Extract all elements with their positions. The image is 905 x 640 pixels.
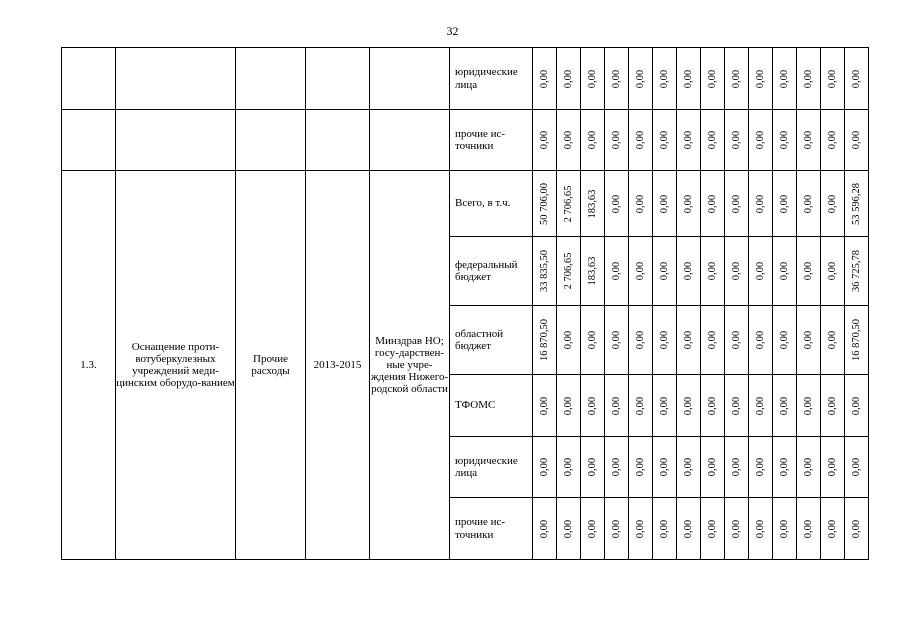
value-text: 16 870,50	[538, 319, 550, 361]
value-text: 183,63	[586, 256, 598, 286]
value-cell	[605, 48, 629, 110]
value-cell	[533, 48, 557, 110]
value-cell	[845, 110, 869, 171]
value-cell	[557, 237, 581, 306]
value-text: 0,00	[778, 130, 790, 150]
source-cell: прочие ис-точники	[450, 498, 533, 560]
value-cell	[701, 171, 725, 237]
value-cell	[605, 375, 629, 437]
value-text: 0,00	[658, 194, 670, 213]
value-cell	[557, 110, 581, 171]
value-cell	[797, 498, 821, 560]
value-cell	[653, 306, 677, 375]
value-text: 50 706,00	[538, 182, 550, 225]
value-cell	[845, 498, 869, 560]
value-text: 0,00	[562, 396, 574, 415]
value-cell	[557, 498, 581, 560]
value-cell	[749, 437, 773, 498]
value-cell	[605, 498, 629, 560]
value-cell	[845, 237, 869, 306]
value-text: 0,00	[706, 130, 718, 150]
item-period: 2013-2015	[306, 171, 370, 560]
item-number: 1.3.	[62, 171, 116, 560]
value-text: 36 725,78	[850, 250, 862, 292]
value-cell	[677, 237, 701, 306]
value-text: 0,00	[778, 396, 790, 415]
value-cell	[725, 48, 749, 110]
value-text: 0,00	[778, 457, 790, 477]
value-text: 0,00	[802, 261, 814, 281]
value-text: 0,00	[730, 194, 742, 213]
value-text: 0,00	[538, 396, 550, 415]
source-cell: Всего, в т.ч.	[450, 171, 533, 237]
value-text: 0,00	[850, 396, 862, 415]
value-text: 0,00	[634, 194, 646, 213]
value-text: 183,63	[586, 189, 598, 218]
value-text: 0,00	[610, 194, 622, 213]
value-text: 0,00	[730, 396, 742, 415]
value-text: 0,00	[562, 457, 574, 477]
value-text: 0,00	[634, 519, 646, 538]
empty-cell	[236, 48, 306, 110]
value-cell	[557, 437, 581, 498]
value-text: 0,00	[658, 457, 670, 477]
value-text: 0,00	[682, 194, 694, 213]
value-cell	[533, 110, 557, 171]
value-cell	[797, 237, 821, 306]
empty-cell	[62, 48, 116, 110]
value-cell	[677, 375, 701, 437]
value-text: 0,00	[706, 396, 718, 415]
value-text: 0,00	[682, 396, 694, 415]
value-cell	[533, 237, 557, 306]
value-text: 0,00	[850, 519, 862, 538]
value-cell	[773, 171, 797, 237]
source-cell: юридические лица	[450, 437, 533, 498]
value-text: 16 870,50	[850, 319, 862, 361]
value-text: 0,00	[826, 69, 838, 88]
value-cell	[797, 110, 821, 171]
value-cell	[749, 48, 773, 110]
value-cell	[653, 375, 677, 437]
table-row	[62, 171, 869, 237]
value-text: 0,00	[610, 261, 622, 281]
value-cell	[821, 48, 845, 110]
page-number: 32	[446, 24, 459, 38]
value-cell	[677, 437, 701, 498]
value-cell	[821, 237, 845, 306]
value-text: 0,00	[754, 261, 766, 281]
value-text: 0,00	[730, 261, 742, 281]
value-text: 2 706,65	[562, 185, 574, 222]
value-text: 0,00	[586, 519, 598, 538]
value-cell	[797, 375, 821, 437]
value-text: 0,00	[802, 130, 814, 150]
value-cell	[581, 48, 605, 110]
value-text: 0,00	[802, 69, 814, 88]
value-text: 0,00	[754, 330, 766, 350]
value-cell	[749, 498, 773, 560]
value-text: 0,00	[826, 130, 838, 150]
value-cell	[845, 171, 869, 237]
table-row	[62, 48, 869, 110]
value-cell	[821, 110, 845, 171]
value-cell	[821, 306, 845, 375]
value-cell	[749, 375, 773, 437]
item-expense-type: Прочие расходы	[236, 171, 306, 560]
value-text: 0,00	[778, 69, 790, 88]
value-cell	[653, 437, 677, 498]
value-text: 0,00	[634, 457, 646, 477]
value-cell	[845, 375, 869, 437]
value-cell	[797, 306, 821, 375]
value-text: 0,00	[778, 519, 790, 538]
empty-cell	[370, 48, 450, 110]
value-text: 0,00	[538, 130, 550, 150]
value-text: 0,00	[706, 519, 718, 538]
value-text: 0,00	[706, 261, 718, 281]
value-text: 0,00	[682, 519, 694, 538]
value-text: 0,00	[610, 330, 622, 350]
value-text: 0,00	[802, 519, 814, 538]
value-text: 0,00	[754, 194, 766, 213]
value-text: 0,00	[754, 69, 766, 88]
value-text: 0,00	[826, 519, 838, 538]
value-cell	[701, 48, 725, 110]
value-cell	[821, 498, 845, 560]
value-cell	[653, 498, 677, 560]
value-text: 0,00	[586, 457, 598, 477]
value-text: 0,00	[586, 130, 598, 150]
value-cell	[677, 306, 701, 375]
funding-table	[61, 47, 869, 560]
value-cell	[557, 375, 581, 437]
item-name: Оснащение проти-вотуберкулезных учреждений меди-цинским оборудо-ванием	[116, 171, 236, 560]
value-cell	[821, 171, 845, 237]
value-text: 0,00	[730, 130, 742, 150]
value-cell	[821, 375, 845, 437]
value-cell	[773, 498, 797, 560]
value-text: 0,00	[610, 457, 622, 477]
value-cell	[845, 48, 869, 110]
value-text: 0,00	[562, 69, 574, 88]
empty-cell	[370, 110, 450, 171]
value-cell	[845, 306, 869, 375]
value-text: 2 706,65	[562, 252, 574, 290]
value-text: 0,00	[778, 261, 790, 281]
value-cell	[749, 237, 773, 306]
value-text: 0,00	[634, 330, 646, 350]
value-text: 0,00	[826, 396, 838, 415]
value-cell	[533, 171, 557, 237]
value-cell	[725, 498, 749, 560]
value-cell	[629, 306, 653, 375]
value-text: 0,00	[538, 69, 550, 88]
value-cell	[581, 237, 605, 306]
value-cell	[581, 110, 605, 171]
value-cell	[605, 110, 629, 171]
empty-cell	[116, 48, 236, 110]
source-cell: областной бюджет	[450, 306, 533, 375]
value-text: 0,00	[562, 330, 574, 350]
value-cell	[653, 237, 677, 306]
value-text: 0,00	[826, 330, 838, 350]
value-cell	[773, 437, 797, 498]
value-text: 0,00	[730, 457, 742, 477]
value-cell	[701, 306, 725, 375]
value-text: 0,00	[754, 396, 766, 415]
value-text: 0,00	[754, 457, 766, 477]
value-cell	[557, 171, 581, 237]
value-cell	[605, 437, 629, 498]
value-cell	[581, 375, 605, 437]
value-cell	[749, 110, 773, 171]
value-text: 0,00	[682, 261, 694, 281]
value-cell	[773, 48, 797, 110]
source-cell: прочие ис-точники	[450, 110, 533, 171]
value-text: 0,00	[658, 261, 670, 281]
empty-cell	[306, 48, 370, 110]
value-text: 0,00	[610, 519, 622, 538]
value-cell	[605, 171, 629, 237]
value-cell	[725, 171, 749, 237]
value-cell	[533, 306, 557, 375]
value-text: 53 596,28	[850, 182, 862, 225]
value-cell	[725, 375, 749, 437]
value-text: 0,00	[850, 69, 862, 88]
value-cell	[629, 48, 653, 110]
value-cell	[629, 498, 653, 560]
value-cell	[557, 306, 581, 375]
value-cell	[797, 437, 821, 498]
value-cell	[605, 237, 629, 306]
value-cell	[725, 437, 749, 498]
value-text: 0,00	[826, 261, 838, 281]
value-text: 0,00	[730, 69, 742, 88]
value-text: 0,00	[634, 261, 646, 281]
value-text: 0,00	[706, 194, 718, 213]
empty-cell	[62, 110, 116, 171]
value-cell	[797, 48, 821, 110]
value-text: 0,00	[658, 519, 670, 538]
value-text: 0,00	[802, 396, 814, 415]
value-text: 0,00	[586, 330, 598, 350]
value-cell	[701, 498, 725, 560]
value-text: 0,00	[826, 194, 838, 213]
value-text: 0,00	[634, 130, 646, 150]
value-cell	[773, 375, 797, 437]
value-text: 0,00	[682, 130, 694, 150]
value-text: 0,00	[730, 330, 742, 350]
value-text: 0,00	[802, 330, 814, 350]
empty-cell	[116, 110, 236, 171]
value-text: 0,00	[610, 396, 622, 415]
value-text: 0,00	[682, 330, 694, 350]
value-text: 0,00	[802, 457, 814, 477]
empty-cell	[236, 110, 306, 171]
source-cell: федеральный бюджет	[450, 237, 533, 306]
value-cell	[821, 437, 845, 498]
value-cell	[773, 110, 797, 171]
value-cell	[581, 171, 605, 237]
value-text: 0,00	[658, 69, 670, 88]
value-text: 0,00	[634, 396, 646, 415]
value-text: 0,00	[754, 519, 766, 538]
value-cell	[533, 375, 557, 437]
value-cell	[701, 375, 725, 437]
value-text: 0,00	[754, 130, 766, 150]
value-cell	[533, 437, 557, 498]
value-text: 0,00	[586, 396, 598, 415]
value-cell	[629, 375, 653, 437]
value-cell	[677, 48, 701, 110]
value-cell	[845, 437, 869, 498]
value-cell	[749, 306, 773, 375]
value-cell	[701, 110, 725, 171]
value-text: 0,00	[826, 457, 838, 477]
value-cell	[653, 171, 677, 237]
value-cell	[581, 437, 605, 498]
value-cell	[677, 498, 701, 560]
value-cell	[773, 237, 797, 306]
value-cell	[557, 48, 581, 110]
value-cell	[629, 237, 653, 306]
value-text: 0,00	[562, 519, 574, 538]
value-text: 0,00	[778, 330, 790, 350]
value-text: 0,00	[850, 457, 862, 477]
value-cell	[725, 306, 749, 375]
value-cell	[653, 110, 677, 171]
value-text: 0,00	[706, 69, 718, 88]
value-cell	[749, 171, 773, 237]
value-cell	[773, 306, 797, 375]
value-cell	[581, 498, 605, 560]
value-text: 0,00	[658, 396, 670, 415]
value-text: 0,00	[658, 330, 670, 350]
value-text: 0,00	[778, 194, 790, 213]
value-cell	[677, 171, 701, 237]
value-cell	[581, 306, 605, 375]
value-text: 0,00	[658, 130, 670, 150]
source-cell: ТФОМС	[450, 375, 533, 437]
value-cell	[533, 498, 557, 560]
value-text: 0,00	[538, 457, 550, 477]
table-row	[62, 110, 869, 171]
value-text: 0,00	[682, 457, 694, 477]
value-cell	[797, 171, 821, 237]
value-text: 0,00	[730, 519, 742, 538]
value-cell	[725, 110, 749, 171]
value-cell	[701, 437, 725, 498]
value-text: 0,00	[610, 130, 622, 150]
item-executor: Минздрав НО; госу-дарствен-ные учре-ждения Нижего-родской области	[370, 171, 450, 560]
value-text: 0,00	[850, 130, 862, 150]
value-text: 0,00	[682, 69, 694, 88]
value-cell	[701, 237, 725, 306]
value-text: 0,00	[706, 330, 718, 350]
value-text: 0,00	[634, 69, 646, 88]
value-text: 0,00	[586, 69, 598, 88]
value-text: 0,00	[802, 194, 814, 213]
value-cell	[605, 306, 629, 375]
value-cell	[629, 110, 653, 171]
value-text: 0,00	[706, 457, 718, 477]
value-cell	[629, 171, 653, 237]
source-cell: юридические лица	[450, 48, 533, 110]
value-cell	[725, 237, 749, 306]
value-cell	[653, 48, 677, 110]
value-text: 0,00	[562, 130, 574, 150]
empty-cell	[306, 110, 370, 171]
value-text: 33 835,50	[538, 250, 550, 292]
value-cell	[677, 110, 701, 171]
value-cell	[629, 437, 653, 498]
value-text: 0,00	[610, 69, 622, 88]
value-text: 0,00	[538, 519, 550, 538]
